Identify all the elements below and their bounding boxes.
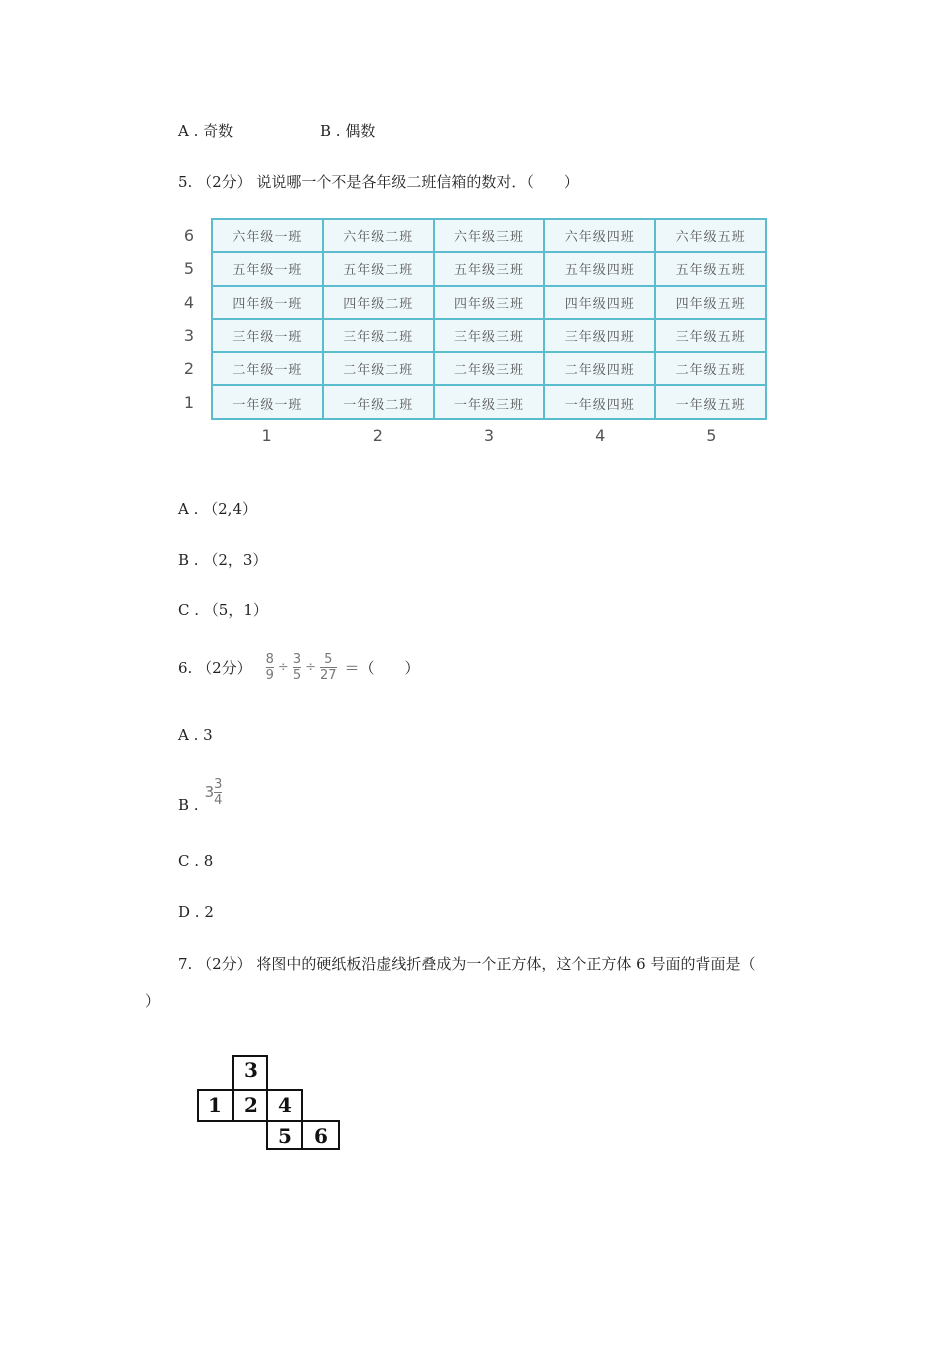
- grid-cell: 二年级二班: [324, 353, 435, 386]
- fraction-3: [320, 653, 337, 682]
- fraction-1-denominator: 9: [265, 667, 274, 683]
- x-axis-label: 5: [706, 426, 717, 445]
- q6-suffix: ＝（ ）: [344, 658, 420, 677]
- grid-cell: 二年级五班: [656, 353, 765, 386]
- grid-cell: 二年级一班: [213, 353, 324, 386]
- y-axis-label: 2: [183, 359, 195, 379]
- grid-cell: 一年级三班: [435, 386, 546, 419]
- q6-option-a[interactable]: A . 3: [178, 726, 213, 744]
- grid-row: [213, 287, 765, 320]
- class-mailbox-grid: [211, 218, 767, 420]
- x-axis-label: 3: [483, 426, 495, 445]
- q6-option-b-label: B .: [178, 796, 199, 814]
- fold-line-5-6: [301, 1122, 303, 1148]
- grid-cell: 六年级二班: [324, 220, 435, 253]
- mixed-number-whole: 3: [204, 783, 215, 801]
- grid-cell: 五年级三班: [435, 253, 546, 286]
- face-label-2: 2: [244, 1093, 258, 1117]
- grid-cell: 三年级三班: [435, 320, 546, 353]
- mixed-number-fraction: [214, 778, 222, 807]
- y-axis-label: 4: [183, 292, 195, 312]
- grid-cell: 一年级一班: [213, 386, 324, 419]
- grid-cell: 四年级二班: [324, 287, 435, 320]
- x-axis-label: 2: [372, 426, 383, 445]
- q4-option-a[interactable]: A . 奇数: [178, 122, 234, 140]
- y-axis-label: 1: [183, 392, 195, 412]
- grid-cell: 三年级一班: [213, 320, 324, 353]
- face-label-3: 3: [244, 1058, 258, 1082]
- grid-cell: 五年级二班: [324, 253, 435, 286]
- mixed-number-numerator: 3: [214, 776, 223, 792]
- grid-cell: 四年级四班: [545, 287, 656, 320]
- q6-option-d[interactable]: D . 2: [178, 903, 214, 921]
- grid-cell: 四年级一班: [213, 287, 324, 320]
- fraction-2-denominator: 5: [292, 667, 302, 683]
- mixed-number-denominator: 4: [214, 792, 223, 808]
- grid-cell: 三年级二班: [324, 320, 435, 353]
- q6-prefix: 6. （2分）: [178, 658, 252, 677]
- grid-row: [213, 220, 765, 253]
- fraction-1-numerator: 8: [265, 651, 274, 667]
- grid-row: [213, 320, 765, 353]
- fraction-2: [293, 653, 301, 682]
- grid-cell: 二年级三班: [435, 353, 546, 386]
- fraction-1: [266, 653, 274, 682]
- divide-operator-2: ÷: [305, 659, 316, 675]
- grid-cell: 三年级四班: [545, 320, 656, 353]
- grid-cell: 六年级四班: [545, 220, 656, 253]
- fold-line-3-2: [234, 1089, 266, 1091]
- face-label-6: 6: [314, 1124, 328, 1148]
- q6-option-c[interactable]: C . 8: [178, 852, 214, 870]
- q5-option-b[interactable]: B . （2，3）: [178, 551, 268, 569]
- q5-option-a[interactable]: A . （2,4）: [178, 500, 257, 518]
- q5-option-c[interactable]: C . （5，1）: [178, 601, 268, 619]
- grid-cell: 一年级二班: [324, 386, 435, 419]
- fraction-2-numerator: 3: [292, 651, 302, 667]
- q5-question-text: 5. （2分） 说说哪一个不是各年级二班信箱的数对．（ ）: [178, 173, 579, 191]
- grid-row: [213, 253, 765, 286]
- grid-cell: 六年级三班: [435, 220, 546, 253]
- q6-question: [178, 647, 420, 687]
- fold-line-1-2: [232, 1091, 234, 1120]
- grid-cell: 四年级五班: [656, 287, 765, 320]
- grid-cell: 五年级五班: [656, 253, 765, 286]
- y-axis-label: 5: [183, 259, 195, 279]
- q7-question-line2: ）: [145, 992, 161, 1010]
- q7-question-line1: 7. （2分） 将图中的硬纸板沿虚线折叠成为一个正方体，这个正方体 6 号面的背面是（: [178, 955, 756, 973]
- y-axis-label: 6: [183, 226, 195, 245]
- grid-cell: 五年级四班: [545, 253, 656, 286]
- grid-cell: 六年级一班: [213, 220, 324, 253]
- face-label-4: 4: [278, 1093, 292, 1117]
- grid-cell: 四年级三班: [435, 287, 546, 320]
- face-label-5: 5: [278, 1124, 292, 1148]
- q4-option-b[interactable]: B . 偶数: [320, 122, 376, 140]
- q6-option-b[interactable]: [178, 776, 222, 816]
- x-axis-label: 1: [261, 426, 272, 445]
- face-label-1: 1: [208, 1093, 222, 1117]
- grid-row: [213, 353, 765, 386]
- divide-operator-1: ÷: [277, 659, 289, 675]
- grid-cell: 五年级一班: [213, 253, 324, 286]
- y-axis-label: 3: [183, 325, 195, 345]
- grid-cell: 三年级五班: [656, 320, 765, 353]
- grid-cell: 一年级四班: [545, 386, 656, 419]
- grid-cell: 一年级五班: [675, 397, 746, 413]
- x-axis-label: 4: [595, 426, 606, 445]
- grid-cell: 二年级四班: [545, 353, 656, 386]
- fraction-3-denominator: 27: [320, 667, 337, 683]
- grid-row: [213, 386, 765, 419]
- grid-cell: 六年级五班: [656, 220, 765, 253]
- fraction-3-numerator: 5: [324, 651, 333, 667]
